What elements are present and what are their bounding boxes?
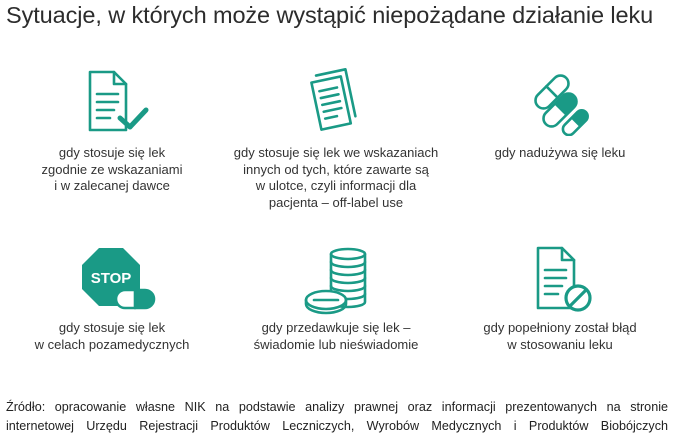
situation-label-line: pacjenta – off-label use	[268, 194, 404, 210]
situation-label-line: gdy popełniony został błąd	[483, 320, 637, 335]
source-line: internetowej Urzędu Rejestracji Produktów Leczniczych, Wyrobów Medycznych i Produktów Biobójczych	[6, 419, 668, 433]
page-title: Sytuacje, w których może wystąpić niepożądane działanie leku	[6, 2, 654, 28]
situation-label-line: gdy stosuje się lek	[58, 320, 166, 335]
situation-label-line: innych od tych, które zawarte są	[243, 161, 429, 177]
stop-sign-text: STOP	[90, 270, 132, 287]
source-note	[6, 398, 668, 436]
document-check-icon	[84, 70, 154, 136]
situation-label-line: w celach pozamedycznych	[34, 336, 190, 352]
situation-label-line: gdy nadużywa się leku	[494, 145, 626, 160]
situation-label-line: i w zalecanej dawce	[54, 178, 170, 193]
stop-sign-pill-icon	[80, 246, 158, 314]
situation-label-line: gdy przedawkuje się lek –	[261, 320, 411, 335]
situation-label-line: świadomie lub nieświadomie	[253, 336, 419, 352]
situation-label-line: gdy stosuje się lek we wskazaniach	[233, 145, 439, 160]
pills-icon	[526, 66, 592, 136]
document-prohibited-icon	[532, 246, 596, 314]
source-line: Źródło: opracowanie własne NIK na podstawie analizy prawnej oraz informacji prezentowanych na stronie	[6, 400, 668, 414]
coin-stack-pill-icon	[302, 246, 378, 316]
leaflet-documents-icon	[306, 68, 366, 136]
situation-label-line: w ulotce, czyli informacji dla	[255, 178, 417, 193]
situation-label-line: zgodnie ze wskazaniami	[41, 161, 183, 177]
situation-label-line: gdy stosuje się lek	[58, 145, 166, 160]
situation-label-line: w stosowaniu leku	[507, 336, 613, 352]
